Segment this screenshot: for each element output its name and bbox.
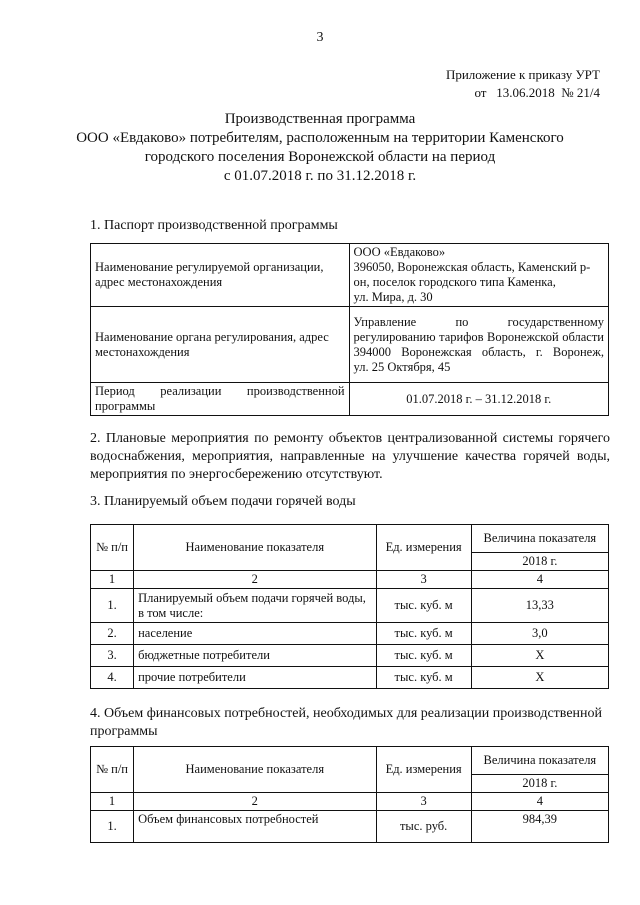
passport-label-organization: Наименование регулируемой организации, адрес местонахождения <box>91 244 350 307</box>
col-number: 2 <box>134 793 376 811</box>
hot-water-volume-table <box>90 524 609 689</box>
row-unit: тыс. куб. м <box>376 667 471 689</box>
row-name: население <box>134 623 376 645</box>
header-value: Величина показателя <box>471 747 608 775</box>
row-value: 3,0 <box>471 623 608 645</box>
row-unit: тыс. куб. м <box>376 645 471 667</box>
table-row <box>91 667 609 689</box>
appendix-line-1: Приложение к приказу УРТ <box>445 67 600 82</box>
table-row <box>91 645 609 667</box>
table-row <box>91 589 609 623</box>
value-line: Управление по государственному регулированию тарифов Воронежской области <box>353 314 604 344</box>
row-num: 4. <box>91 667 134 689</box>
row-value: 13,33 <box>471 589 608 623</box>
title-line-4: с 01.07.2018 г. по 31.12.2018 г. <box>223 168 417 184</box>
column-number-row <box>91 571 609 589</box>
row-unit: тыс. куб. м <box>376 623 471 645</box>
value-line: ул. Мира, д. 30 <box>353 290 433 304</box>
row-value: Х <box>471 667 608 689</box>
header-name: Наименование показателя <box>134 525 376 571</box>
table-header-row <box>91 747 609 775</box>
col-number: 2 <box>134 571 376 589</box>
table-row <box>91 811 609 843</box>
passport-value-organization <box>349 244 608 307</box>
value-line: 394000 Воронежская область, г. Воронеж, <box>353 344 604 359</box>
col-number: 1 <box>91 793 134 811</box>
passport-label-regulator: Наименование органа регулирования, адрес местонахождения <box>91 307 350 383</box>
title-line-1: Производственная программа <box>224 111 416 127</box>
row-num: 3. <box>91 645 134 667</box>
header-unit: Ед. измерения <box>376 525 471 571</box>
appendix-note <box>360 66 600 102</box>
header-year: 2018 г. <box>471 775 608 793</box>
col-number: 1 <box>91 571 134 589</box>
row-num: 1. <box>91 811 134 843</box>
row-name: Планируемый объем подачи горячей воды, в том числе: <box>134 589 376 623</box>
value-line: ООО «Евдаково» <box>353 245 446 259</box>
section-4-heading: 4. Объем финансовых потребностей, необходимых для реализации производственной программы <box>90 706 603 739</box>
header-num: № п/п <box>91 525 134 571</box>
row-unit: тыс. куб. м <box>376 589 471 623</box>
section-2-text: 2. Плановые мероприятия по ремонту объектов централизованной системы горячего водоснабжения, мероприятия, направленные на улучшение качества горячей воды, мероприятия по энергосбережению отсутствуют. <box>90 431 610 482</box>
table-row <box>91 307 609 383</box>
col-number: 3 <box>376 793 471 811</box>
passport-label-period: Период реализации производственной программы <box>91 383 350 416</box>
section-3-heading: 3. Планируемый объем подачи горячей воды <box>90 494 356 509</box>
row-value: Х <box>471 645 608 667</box>
header-value: Величина показателя <box>471 525 608 553</box>
col-number: 4 <box>471 793 608 811</box>
table-header-row <box>91 525 609 553</box>
value-line: ул. 25 Октября, 45 <box>353 359 451 374</box>
row-name: прочие потребители <box>134 667 376 689</box>
passport-table <box>90 243 609 416</box>
value-line: 396050, Воронежская область, Каменский р-он, поселок городского типа Каменка, <box>353 260 591 289</box>
table-row <box>91 383 609 416</box>
header-name: Наименование показателя <box>134 747 376 793</box>
column-number-row <box>91 793 609 811</box>
col-number: 3 <box>376 571 471 589</box>
table-row <box>91 623 609 645</box>
header-num: № п/п <box>91 747 134 793</box>
section-1-heading: 1. Паспорт производственной программы <box>90 218 338 233</box>
header-year: 2018 г. <box>471 553 608 571</box>
row-name: Объем финансовых потребностей <box>134 811 376 843</box>
title-line-2: ООО «Евдаково» потребителям, расположенным на территории Каменского <box>76 130 564 146</box>
passport-value-regulator <box>349 307 608 383</box>
passport-value-period: 01.07.2018 г. – 31.12.2018 г. <box>349 383 608 416</box>
appendix-line-2: от 13.06.2018 № 21/4 <box>474 85 600 100</box>
row-name: бюджетные потребители <box>134 645 376 667</box>
table-row <box>91 244 609 307</box>
row-num: 1. <box>91 589 134 623</box>
row-unit: тыс. руб. <box>376 811 471 843</box>
row-num: 2. <box>91 623 134 645</box>
document-title <box>60 110 580 186</box>
page-number: 3 <box>316 30 324 45</box>
col-number: 4 <box>471 571 608 589</box>
title-line-3: городского поселения Воронежской области на период <box>144 149 496 165</box>
financial-needs-table <box>90 746 609 843</box>
header-unit: Ед. измерения <box>376 747 471 793</box>
row-value: 984,39 <box>471 811 608 843</box>
